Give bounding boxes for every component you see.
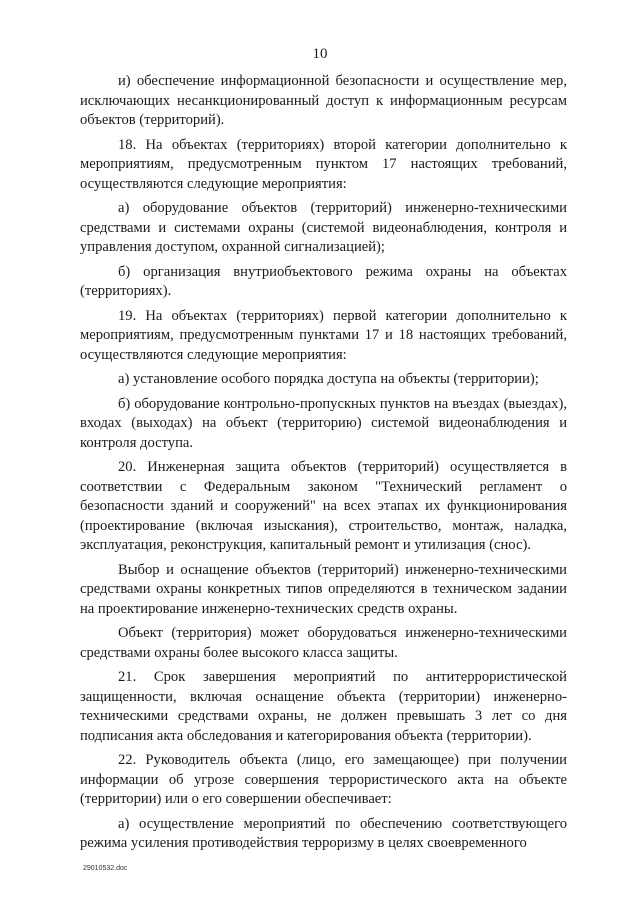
paragraph-18-a: а) оборудование объектов (территорий) инженерно-техническими средствами и системами охраны (системой видеонаблюдения, контроля и управления доступом, охранной сигнализацией);	[80, 200, 567, 255]
paragraph-20: 20. Инженерная защита объектов (территорий) осуществляется в соответствии с Федеральным законом "Технический регламент о безопасности зданий и сооружений" на всех этапах их функционирования (проектирование (включая изыскания), строительство, монтаж, наладка, эксплуатация, реконструкция, капитальный ремонт и утилизация (снос).	[80, 459, 567, 553]
paragraph-19-b: б) оборудование контрольно-пропускных пунктов на въездах (выездах), входах (выходах) на объект (территорию) системой видеонаблюдения и контроля доступа.	[80, 395, 567, 451]
paragraph-19: 19. На объектах (территориях) первой категории дополнительно к мероприятиям, предусмотренным пунктами 17 и 18 настоящих требований, осуществляются следующие мероприятия:	[80, 307, 567, 363]
page-number: 10	[312, 46, 328, 62]
paragraph-item-i: и) обеспечение информационной безопасности и осуществление мер, исключающих несанкционированный доступ к информационным ресурсам объектов (территорий).	[80, 73, 567, 128]
document-body	[80, 72, 567, 854]
paragraph-22: 22. Руководитель объекта (лицо, его замещающее) при получении информации об угрозе совершения террористического акта на объекте (территории) или о его совершении обеспечивает:	[80, 752, 567, 807]
footer-file-name: 29010532.doc	[83, 865, 128, 872]
paragraph-20-selection: Выбор и оснащение объектов (территорий) инженерно-техническими средствами охраны конкретных типов определяются в техническом задании на проектирование инженерно-технических средств охраны.	[80, 561, 567, 617]
paragraph-20-protection-class: Объект (территория) может оборудоваться инженерно-техническими средствами охраны более высокого класса защиты.	[80, 625, 567, 661]
paragraph-19-a: а) установление особого порядка доступа на объекты (территории);	[118, 371, 539, 387]
paragraph-18: 18. На объектах (территориях) второй категории дополнительно к мероприятиям, предусмотренным пунктом 17 настоящих требований, осуществляются следующие мероприятия:	[80, 136, 567, 192]
paragraph-21: 21. Срок завершения мероприятий по антитеррористической защищенности, включая оснащение объекта (территории) инженерно-техническими средствами охраны, не должен превышать 3 лет со дня подписания акта обследования и категорирования объекта (территории).	[80, 669, 567, 744]
paragraph-18-b: б) организация внутриобъектового режима охраны на объектах (территориях).	[80, 263, 567, 299]
paragraph-22-a: а) осуществление мероприятий по обеспечению соответствующего режима усиления противодействия терроризму в целях своевременного	[80, 815, 567, 851]
